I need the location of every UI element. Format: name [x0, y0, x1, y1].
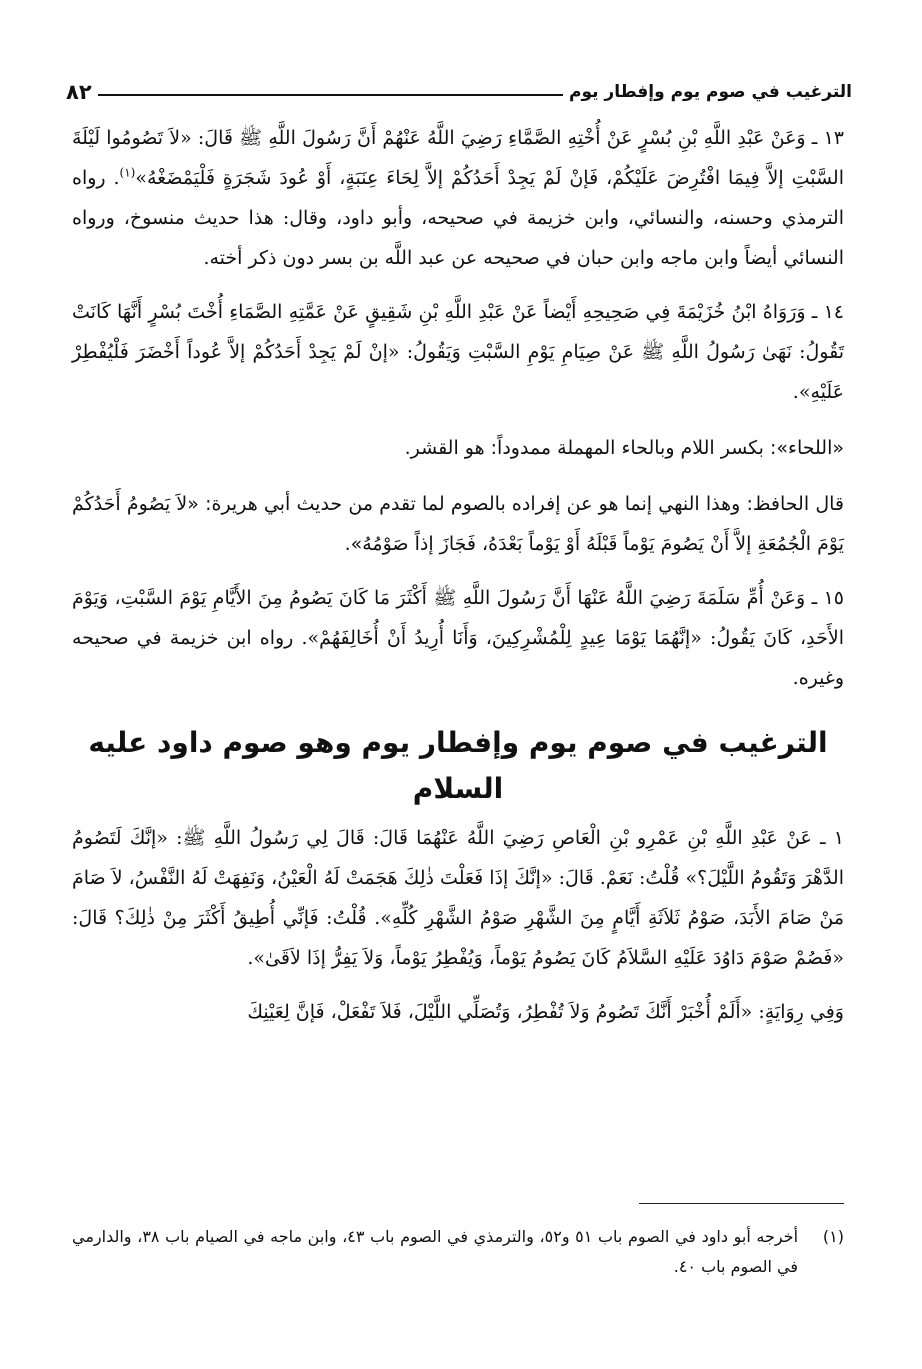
footnote-number: (١) [822, 1227, 844, 1246]
hafiz-comment: قال الحافظ: وهذا النهي إنما هو عن إفراده بالصوم لما تقدم من حديث أبي هريرة: «لاَ يَصُومُ أَحَدُكُمْ يَوْمَ الْجُمُعَةِ إلاَّ أَنْ يَصُومَ يَوْماً قَبْلَهُ أَوْ يَوْماً بَعْدَهُ، فَجَازَ إذاً صَوْمُهُ». [72, 493, 844, 555]
chapter-heading: الترغيب في صوم يوم وإفطار يوم وهو صوم داود عليه السلام [88, 726, 828, 805]
running-header [62, 72, 852, 112]
hadith-13 [72, 118, 844, 278]
page-number: ٨٢ [66, 80, 92, 104]
footnote [72, 1222, 844, 1282]
hadith-13-source: . رواه الترمذي وحسنه، والنسائي، وابن خزيمة في صحيحه، وأبو داود، وقال: هذا حديث منسوخ، ورواه النسائي أيضاً وابن ماجه وابن حبان في صحيحه عن عبد اللَّه بن بسر دون ذكر أخته. [72, 167, 844, 269]
hadith-1: ١ ـ عَنْ عَبْدِ اللَّهِ بْنِ عَمْرِو بْنِ الْعَاصِ رَضِيَ اللَّهُ عَنْهُمَا قَالَ: قَالَ لِي رَسُولُ اللَّهِ ﷺ: «إنَّكَ لَتَصُومُ الدَّهْرَ وَتَقُومُ اللَّيْلَ؟» قُلْتُ: نَعَمْ. قَالَ: «إنَّكَ إذَا فَعَلْتَ ذٰلِكَ هَجَمَتْ لَهُ الْعَيْنُ، وَنَفِهَتْ لَهُ النَّفْسُ، لاَ صَامَ مَنْ صَامَ الأَبَدَ، صَوْمُ ثَلاَثَةِ أَيَّامٍ مِنَ الشَّهْرِ صَوْمُ الشَّهْرِ كُلِّهِ». قُلْتُ: فَإنِّي أُطِيقُ أَكْثَرَ مِنْ ذٰلِكَ؟ قَالَ: «فَصُمْ صَوْمَ دَاوُدَ عَلَيْهِ السَّلاَمُ كَانَ يَصُومُ يَوْماً، وَيُفْطِرُ يَوْماً، وَلاَ يَفِرُّ إذَا لاَقَىٰ». [72, 827, 844, 969]
footnote-text: أخرجه أبو داود في الصوم باب ٥١ و٥٢، والترمذي في الصوم باب ٤٣، وابن ماجه في الصيام باب ٣٨، والدارمي في الصوم باب ٤٠. [72, 1227, 799, 1276]
riwaya-paragraph: وَفِي رِوَايَةٍ: «أَلَمْ أُخْبَرْ أَنَّكَ تَصُومُ وَلاَ تُفْطِرُ، وَتُصَلِّي اللَّيْلَ، فَلاَ تَفْعَلْ، فَإنَّ لِعَيْنِكَ [247, 1001, 844, 1023]
header-rule [98, 94, 563, 96]
running-title: الترغيب في صوم يوم وإفطار يوم [569, 82, 852, 102]
footnote-rule [639, 1203, 844, 1204]
footnote-marker: (١) [119, 165, 136, 180]
gloss-lihaa: «اللحاء»: بكسر اللام وبالحاء المهملة ممدوداً: هو القشر. [404, 437, 844, 459]
page-body [72, 118, 844, 1032]
hadith-13-text: ١٣ ـ وَعَنْ عَبْدِ اللَّهِ بْنِ بُسْرٍ عَنْ أُخْتِهِ الصَّمَّاءِ رَضِيَ اللَّهُ عَنْهُمْ أَنَّ رَسُولَ اللَّهِ ﷺ قَالَ: «لاَ تَصُومُوا لَيْلَةَ السَّبْتِ إلاَّ فِيمَا افْتُرِضَ عَلَيْكُمْ، فَإنْ لَمْ يَجِدْ أَحَدُكُمْ إلاَّ لِحَاءَ عِنَبَةٍ، أَوْ عُودَ شَجَرَةٍ فَلْيَمْضَغْهُ» [72, 127, 844, 189]
hadith-15: ١٥ ـ وَعَنْ أُمِّ سَلَمَةَ رَضِيَ اللَّهُ عَنْهَا أَنَّ رَسُولَ اللَّهِ ﷺ أَكْثَرَ مَا كَانَ يَصُومُ مِنَ الأَيَّامِ يَوْمَ السَّبْتِ، وَيَوْمَ الأَحَدِ، كَانَ يَقُولُ: «إنَّهُمَا يَوْمَا عِيدٍ لِلْمُشْرِكِينَ، وَأَنَا أُرِيدُ أَنْ أُخَالِفَهُمْ». رواه ابن خزيمة في صحيحه وغيره. [72, 587, 844, 689]
hadith-14: ١٤ ـ وَرَوَاهُ ابْنُ خُزَيْمَةَ فِي صَحِيحِهِ أَيْضاً عَنْ عَبْدِ اللَّهِ بْنِ شَقِيقٍ عَنْ عَمَّتِهِ الصَّمَاءِ أُخْتَ بُسْرٍ أَنَّهَا كَانَتْ تَقُولُ: نَهَىٰ رَسُولُ اللَّهِ ﷺ عَنْ صِيَامِ يَوْمِ السَّبْتِ وَيَقُولُ: «إنْ لَمْ يَجِدْ أَحَدُكُمْ إلاَّ عُوداً أَخْضَرَ فَلْيُفْطِرْ عَلَيْهِ». [72, 301, 844, 403]
